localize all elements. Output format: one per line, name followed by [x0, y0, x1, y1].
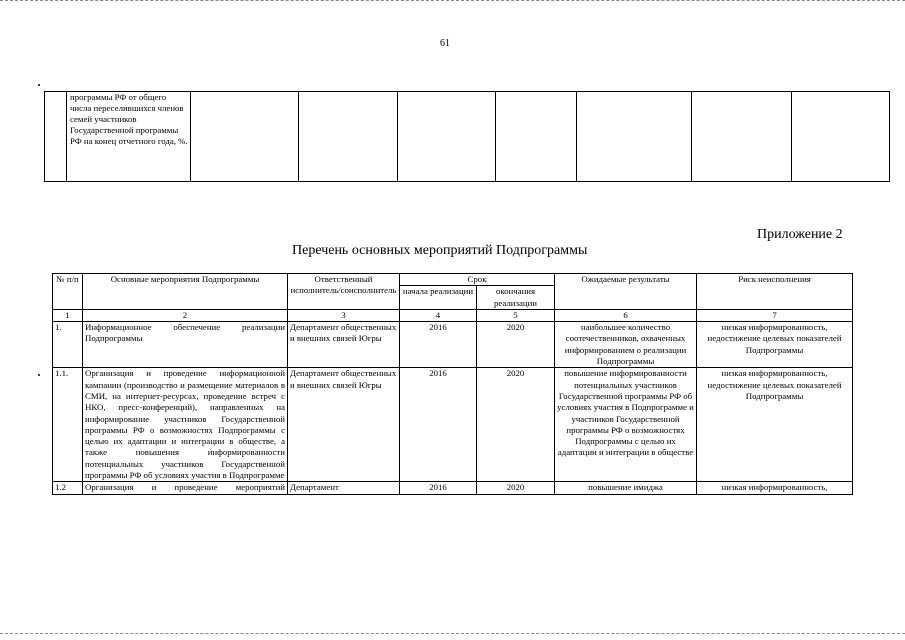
empty-cell [45, 92, 67, 182]
scan-mark [38, 374, 40, 376]
row-number: 1. [53, 322, 83, 368]
activity-cell: Организация и проведение мероприятий [83, 482, 288, 494]
empty-cell [398, 92, 496, 182]
index-cell: 4 [400, 309, 477, 321]
header-start: начала реализации [400, 286, 477, 310]
empty-cell [692, 92, 792, 182]
index-cell: 1 [53, 309, 83, 321]
risk-cell: низкая информированность, недостижение целевых показателей Подпрограммы [697, 322, 853, 368]
empty-cell [577, 92, 692, 182]
empty-cell [792, 92, 890, 182]
start-year-cell: 2016 [400, 322, 477, 368]
header-end: окончания реализации [477, 286, 555, 310]
index-cell: 2 [83, 309, 288, 321]
activity-cell: Организация и проведение информационной кампании (производство и размещение материалов в СМИ, на интернет-ресурсах, проведение встреч с НКО, пресс-конференций), направленных на информирование участников Государственной программы РФ о возможностях Подпрограммы с целью их адаптации и интеграции в обществе, а также повышения информированности потенциальных участников Государственной программы РФ об условиях участия в Подпрограмме [83, 368, 288, 482]
empty-cell [299, 92, 398, 182]
risk-cell: низкая информированность, [697, 482, 853, 494]
risk-cell: низкая информированность, недостижение целевых показателей Подпрограммы [697, 368, 853, 482]
end-year-cell: 2020 [477, 322, 555, 368]
scan-edge-bottom [0, 633, 905, 636]
continued-table [44, 91, 890, 182]
empty-cell [191, 92, 299, 182]
index-cell: 3 [288, 309, 400, 321]
header-risk: Риск неисполнения [697, 274, 853, 310]
index-cell: 6 [555, 309, 697, 321]
indicator-text-cell: программы РФ от общего числа переселившихся членов семей участников Государственной программы РФ на конец отчетного года, %. [67, 92, 191, 182]
responsible-cell: Департамент общественных и внешних связей Югры [288, 322, 400, 368]
start-year-cell: 2016 [400, 368, 477, 482]
appendix-label: Приложение 2 [757, 227, 843, 242]
end-year-cell: 2020 [477, 482, 555, 494]
table-row [53, 482, 853, 494]
header-activities: Основные мероприятия Подпрограммы [83, 274, 288, 310]
header-term: Срок [400, 274, 555, 286]
header-num: № п/п [53, 274, 83, 310]
expected-result-cell: наибольшее количество соотечественников, охваченных информированием о реализации Подпрограммы [555, 322, 697, 368]
scan-mark [38, 84, 40, 86]
row-number: 1.2 [53, 482, 83, 494]
index-cell: 5 [477, 309, 555, 321]
start-year-cell: 2016 [400, 482, 477, 494]
activity-cell: Информационное обеспечение реализации Подпрограммы [83, 322, 288, 368]
table-row [53, 322, 853, 368]
document-heading: Перечень основных мероприятий Подпрограммы [292, 243, 588, 258]
header-responsible: Ответственный исполнитель/соисполнитель [288, 274, 400, 310]
responsible-cell: Департамент общественных и внешних связей Югры [288, 368, 400, 482]
activities-table [52, 273, 853, 495]
scan-edge-top [0, 0, 905, 3]
expected-result-cell: повышение информированности потенциальных участников Государственной программы РФ об условиях участия в Подпрограмме и участников Государственной программы РФ о возможностях Подпрограммы с целью их адаптации и интеграции в обществе [555, 368, 697, 482]
table-row [45, 92, 890, 182]
header-expected: Ожидаемые результаты [555, 274, 697, 310]
table-row [53, 368, 853, 482]
page-number: 61 [440, 38, 450, 49]
empty-cell [496, 92, 577, 182]
index-cell: 7 [697, 309, 853, 321]
row-number: 1.1. [53, 368, 83, 482]
index-row [53, 309, 853, 321]
expected-result-cell: повышение имиджа [555, 482, 697, 494]
end-year-cell: 2020 [477, 368, 555, 482]
responsible-cell: Департамент [288, 482, 400, 494]
header-row [53, 274, 853, 286]
